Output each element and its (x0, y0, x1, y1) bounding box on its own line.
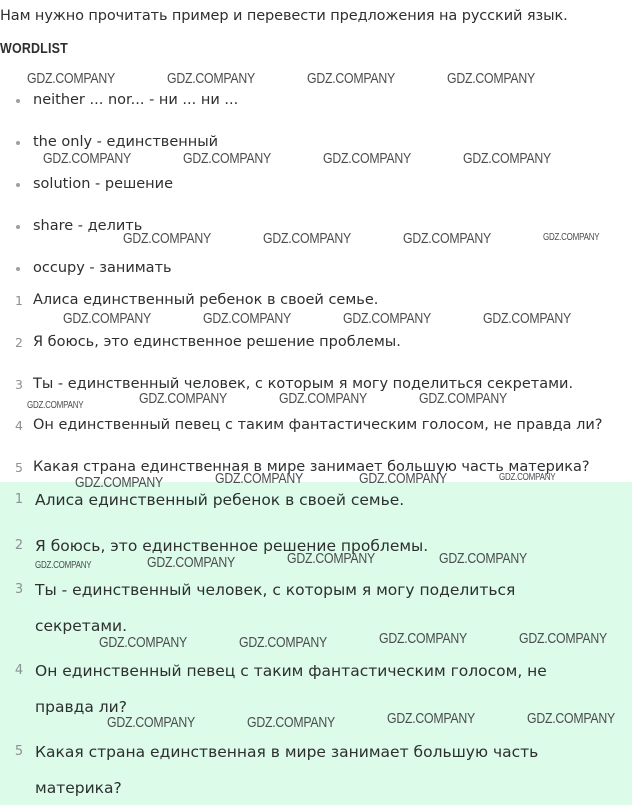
answer-text: Алиса единственный ребенок в своей семье. (35, 491, 405, 509)
answer-number: 1 (14, 492, 24, 507)
watermark: GDZ.COMPANY (183, 150, 271, 167)
watermark: GDZ.COMPANY (359, 470, 447, 487)
bullet-icon (16, 99, 20, 103)
answer-text: Ты - единственный человек, с которым я могу поделиться (35, 581, 516, 599)
watermark: GDZ.COMPANY (343, 310, 431, 327)
answer-number: 3 (14, 582, 24, 597)
answer-number: 5 (14, 744, 24, 759)
watermark: GDZ.COMPANY (543, 232, 600, 243)
answer-number: 2 (14, 538, 24, 553)
watermark: GDZ.COMPANY (203, 310, 291, 327)
watermark: GDZ.COMPANY (123, 230, 211, 247)
watermark: GDZ.COMPANY (75, 474, 163, 491)
watermark: GDZ.COMPANY (215, 470, 303, 487)
watermark: GDZ.COMPANY (35, 560, 92, 571)
watermark: GDZ.COMPANY (139, 390, 227, 407)
answer-text: Я боюсь, это единственное решение проблемы. (35, 537, 429, 555)
watermark: GDZ.COMPANY (387, 710, 475, 727)
bullet-icon (16, 225, 20, 229)
wordlist-item-text: solution - решение (33, 176, 174, 192)
answer-text-continued: секретами. (35, 617, 128, 635)
watermark: GDZ.COMPANY (403, 230, 491, 247)
watermark: GDZ.COMPANY (483, 310, 571, 327)
sentence-number: 4 (15, 418, 23, 433)
answer-text: Какая страна единственная в мире занимает большую часть (35, 743, 539, 761)
watermark: GDZ.COMPANY (527, 710, 615, 727)
watermark: GDZ.COMPANY (27, 70, 115, 87)
watermark: GDZ.COMPANY (463, 150, 551, 167)
wordlist-item-text: share - делить (33, 218, 143, 234)
answer-text: Он единственный певец с таким фантастическим голосом, не (35, 662, 547, 680)
answer-text-continued: правда ли? (35, 698, 127, 716)
watermark: GDZ.COMPANY (379, 630, 467, 647)
bullet-icon (16, 183, 20, 187)
sentence-text: Алиса единственный ребенок в своей семье. (33, 292, 379, 308)
watermark: GDZ.COMPANY (519, 630, 607, 647)
intro-text: Нам нужно прочитать пример и перевести предложения на русский язык. (0, 8, 568, 24)
sentence-number: 3 (15, 377, 23, 392)
watermark: GDZ.COMPANY (63, 310, 151, 327)
sentence-text: Ты - единственный человек, с которым я могу поделиться секретами. (33, 376, 574, 392)
sentence-number: 1 (15, 293, 23, 308)
watermark: GDZ.COMPANY (287, 550, 375, 567)
wordlist-item-text: neither ... nor... - ни ... ни ... (33, 92, 239, 108)
watermark: GDZ.COMPANY (27, 400, 84, 411)
wordlist-item-text: the only - единственный (33, 134, 219, 150)
answer-text-continued: материка? (35, 779, 122, 797)
watermark: GDZ.COMPANY (167, 70, 255, 87)
sentence-text: Я боюсь, это единственное решение проблемы. (33, 334, 401, 350)
watermark: GDZ.COMPANY (99, 634, 187, 651)
answer-number: 4 (14, 663, 24, 678)
watermark: GDZ.COMPANY (419, 390, 507, 407)
wordlist-item-text: occupy - занимать (33, 260, 172, 276)
watermark: GDZ.COMPANY (279, 390, 367, 407)
watermark: GDZ.COMPANY (239, 634, 327, 651)
bullet-icon (16, 141, 20, 145)
sentence-number: 2 (15, 335, 23, 350)
watermark: GDZ.COMPANY (439, 550, 527, 567)
watermark: GDZ.COMPANY (263, 230, 351, 247)
watermark: GDZ.COMPANY (43, 150, 131, 167)
watermark: GDZ.COMPANY (323, 150, 411, 167)
watermark: GDZ.COMPANY (247, 714, 335, 731)
sentence-text: Он единственный певец с таким фантастическим голосом, не правда ли? (33, 417, 603, 433)
watermark: GDZ.COMPANY (307, 70, 395, 87)
watermark: GDZ.COMPANY (107, 714, 195, 731)
sentence-number: 5 (15, 460, 23, 475)
watermark: GDZ.COMPANY (447, 70, 535, 87)
watermark: GDZ.COMPANY (499, 472, 556, 483)
sentence-text: Какая страна единственная в мире занимает большую часть материка? (33, 459, 590, 475)
wordlist-title: WORDLIST (0, 41, 68, 57)
watermark: GDZ.COMPANY (147, 554, 235, 571)
bullet-icon (16, 267, 20, 271)
